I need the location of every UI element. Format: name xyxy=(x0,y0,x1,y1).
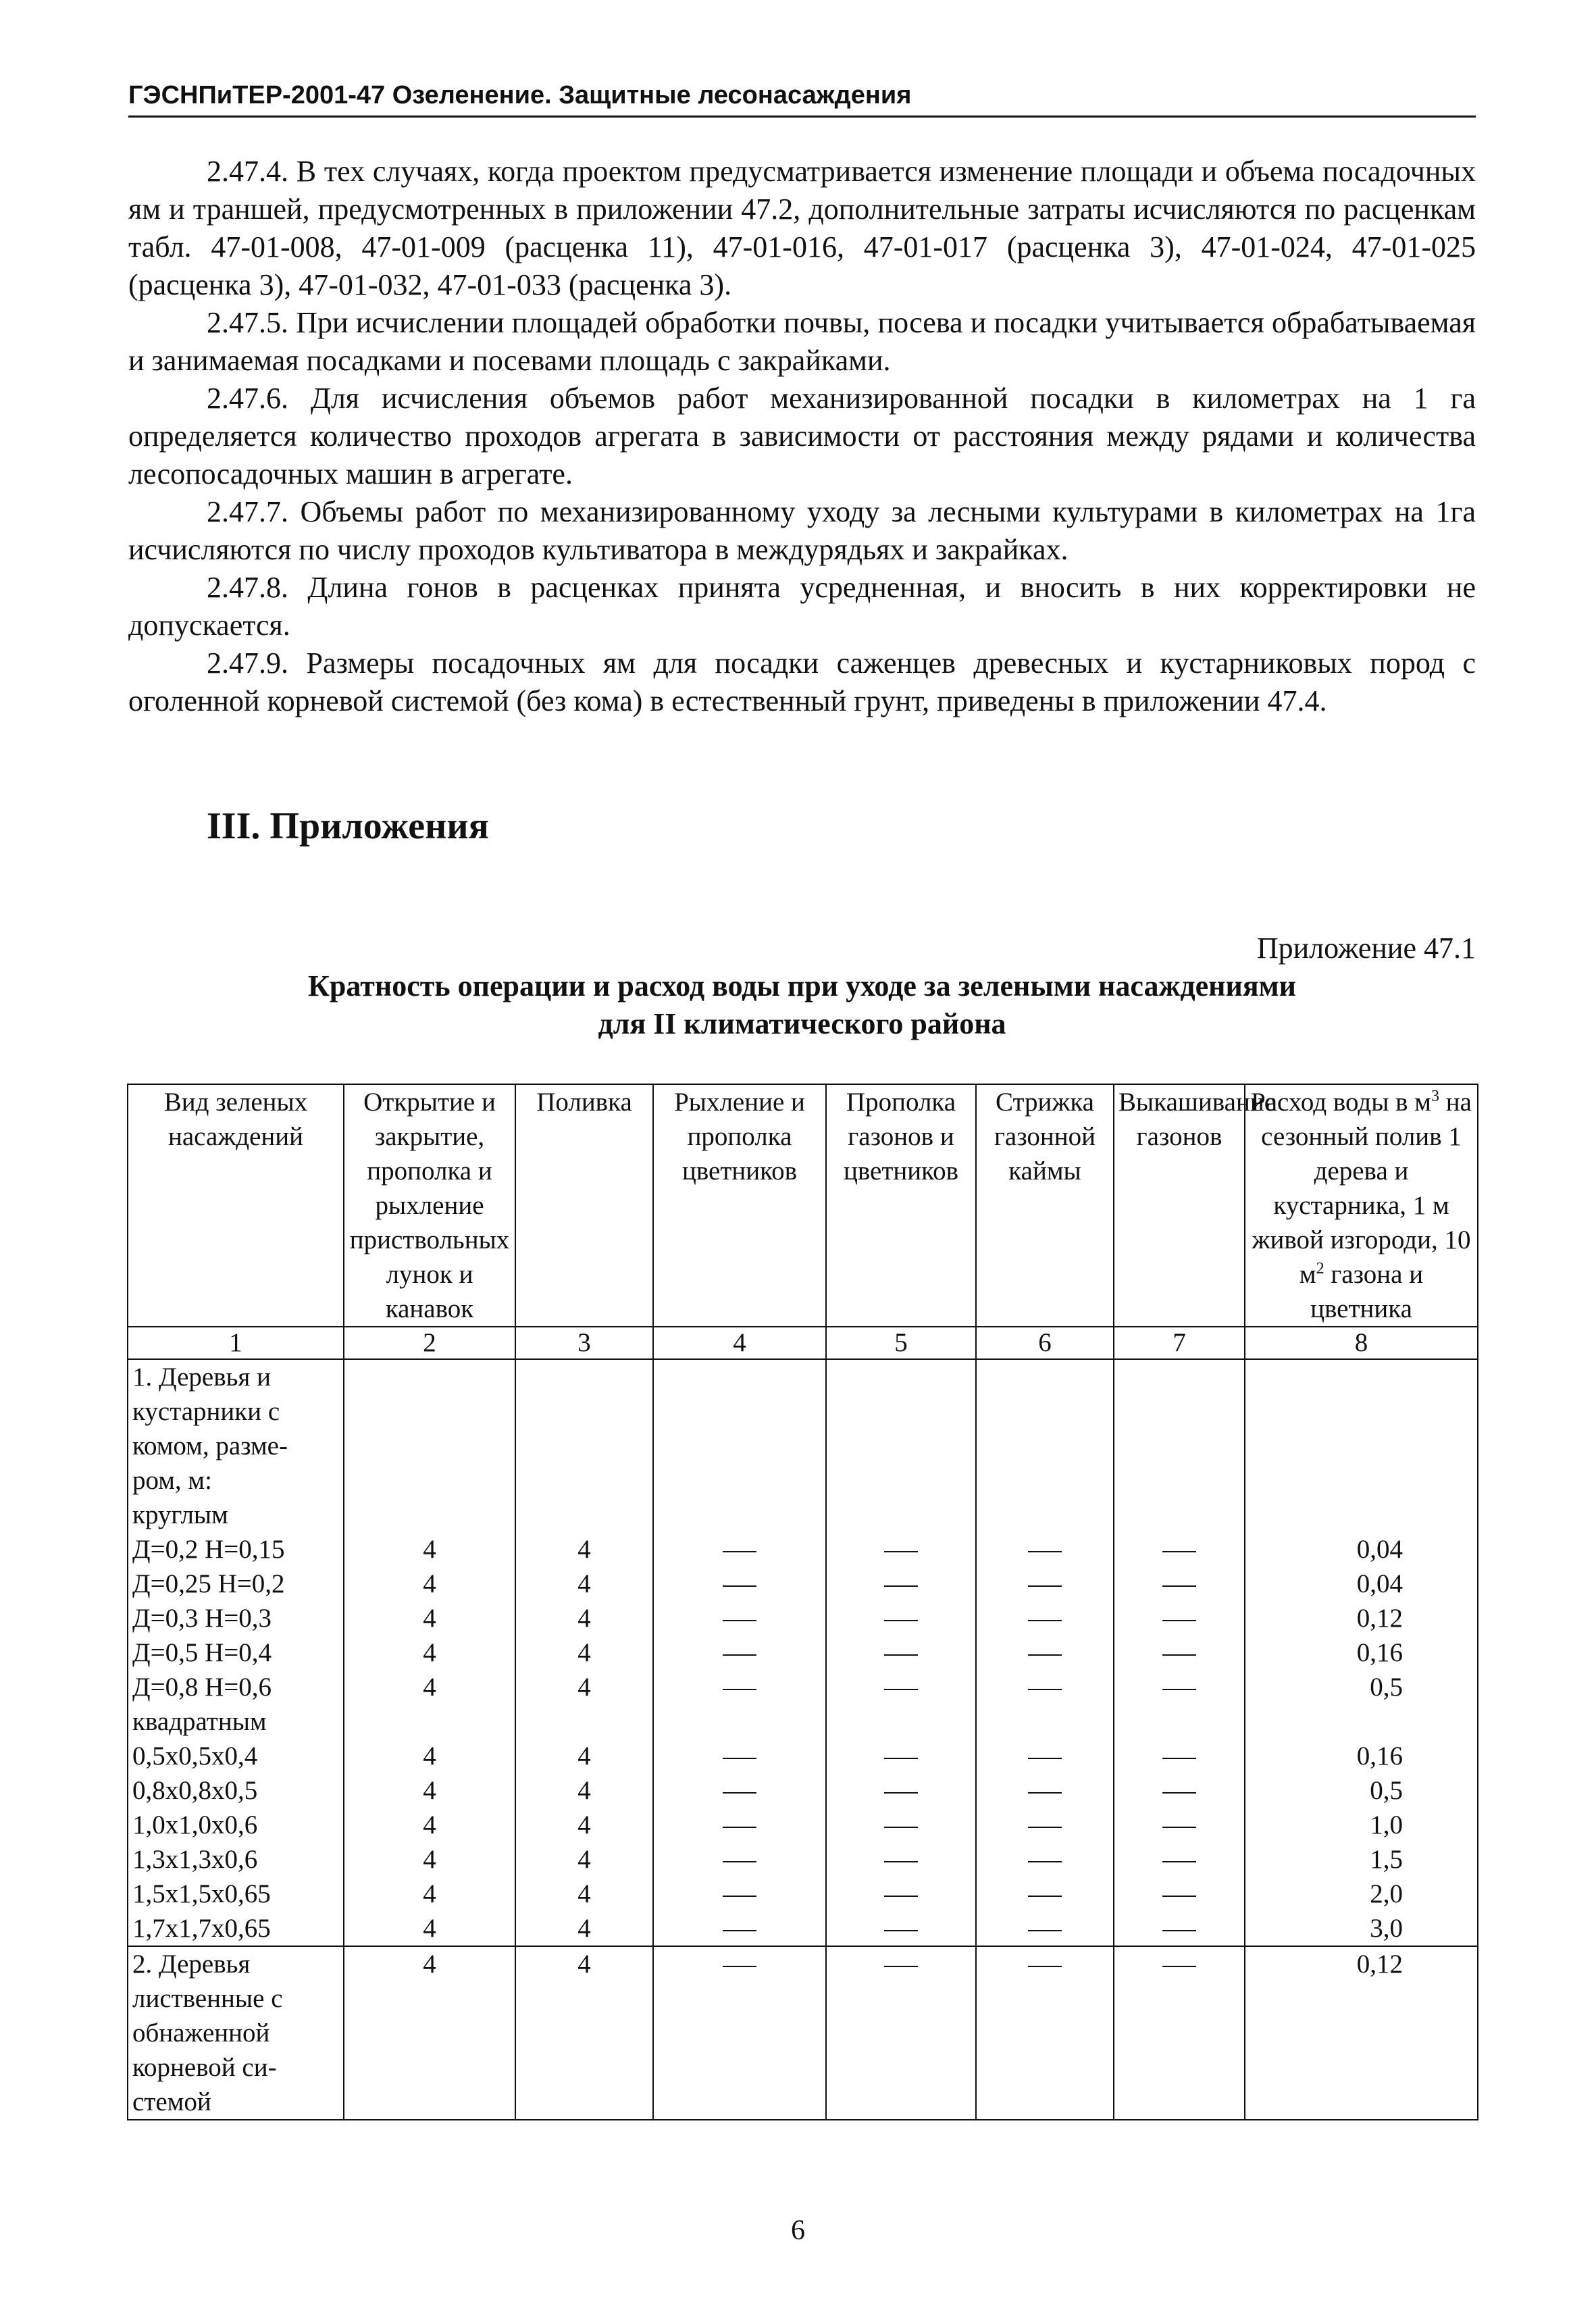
blank-line xyxy=(349,1394,511,1429)
dash-mark xyxy=(884,1861,918,1862)
table-row-group-1 xyxy=(128,1359,1478,1946)
dash-cell xyxy=(981,1947,1109,1981)
blank-line xyxy=(520,1704,648,1739)
column-number: 8 xyxy=(1245,1327,1478,1359)
dash-cell xyxy=(981,1739,1109,1773)
blank-line xyxy=(981,1360,1109,1394)
dash-mark xyxy=(884,1620,918,1621)
dash-mark xyxy=(723,1654,756,1656)
dash-mark xyxy=(1162,1966,1196,1967)
row-dimension: Д=0,2 Н=0,15 xyxy=(132,1535,285,1564)
cell-value: 4 xyxy=(423,1673,436,1702)
blank-line xyxy=(658,1498,821,1532)
dash-cell xyxy=(981,1567,1109,1601)
group-title-line: ром, м: xyxy=(132,1466,212,1495)
group-title-line: обнаженной xyxy=(132,2018,270,2048)
dash-mark xyxy=(1028,1930,1062,1931)
dash-mark xyxy=(1028,1551,1062,1552)
dash-cell xyxy=(658,1601,821,1635)
water-value: 0,12 xyxy=(1356,1604,1403,1633)
dash-cell xyxy=(981,1532,1109,1567)
row-dimension: Д=0,5 Н=0,4 xyxy=(132,1638,272,1667)
group-1-mowing xyxy=(1114,1359,1245,1946)
dash-mark xyxy=(1162,1654,1196,1656)
dash-mark xyxy=(723,1792,756,1794)
dash-mark xyxy=(723,1689,756,1690)
group-2-trimming xyxy=(976,1946,1114,2120)
cell-value: 4 xyxy=(423,1776,436,1805)
cell-value: 4 xyxy=(423,1845,436,1874)
group-1-loosening xyxy=(653,1359,826,1946)
group-2-names xyxy=(128,1946,344,2120)
dash-cell xyxy=(1118,1601,1240,1635)
cell-value: 4 xyxy=(577,1742,591,1771)
blank-line xyxy=(981,1463,1109,1498)
blank-line xyxy=(1250,1498,1403,1532)
group-1-opening xyxy=(344,1359,515,1946)
dash-mark xyxy=(1162,1620,1196,1621)
dash-mark xyxy=(1162,1689,1196,1690)
column-number: 3 xyxy=(515,1327,653,1359)
blank-line xyxy=(520,1394,648,1429)
dash-mark xyxy=(884,1930,918,1931)
blank-line xyxy=(981,1704,1109,1739)
dash-mark xyxy=(1028,1861,1062,1862)
dash-cell xyxy=(1118,1567,1240,1601)
row-dimension: 0,8х0,8х0,5 xyxy=(132,1776,258,1805)
paragraph-2-47-7: 2.47.7. Объемы работ по механизированному уходу за лесными культурами в километрах на 1га исчисляются по числу проходов культиватора в междурядьях и закрайках. xyxy=(128,495,1476,566)
dash-mark xyxy=(723,1551,756,1552)
dash-cell xyxy=(831,1739,971,1773)
group-title-line: комом, разме- xyxy=(132,1431,288,1460)
dash-mark xyxy=(1162,1827,1196,1828)
dash-cell xyxy=(831,1670,971,1704)
paragraph-2-47-4: 2.47.4. В тех случаях, когда проектом предусматривается изменение площади и объема посадочных ям и траншей, предусмотренных в приложении 47.2, дополнительные затраты исчисляются по расценкам табл. 47-01-008, 47-01-009 (расценка 11), 47-01-016, 47-01-017 (расценка 3), 47-01-024, 47-01-025 (расценка 3), 47-01-032, 47-01-033 (расценка 3). xyxy=(128,155,1476,301)
dash-mark xyxy=(723,1896,756,1897)
dash-cell xyxy=(658,1911,821,1946)
dash-cell xyxy=(1118,1911,1240,1946)
blank-line xyxy=(831,1463,971,1498)
dash-mark xyxy=(1162,1930,1196,1931)
group-title-line: лиственные с xyxy=(132,1984,283,2013)
group-1-trimming xyxy=(976,1359,1114,1946)
blank-line xyxy=(831,1429,971,1463)
dash-mark xyxy=(1162,1585,1196,1587)
dash-cell xyxy=(1118,1670,1240,1704)
group-1-weeding xyxy=(826,1359,976,1946)
dash-mark xyxy=(884,1689,918,1690)
dash-cell xyxy=(981,1635,1109,1670)
header-water-consumption: Расход воды в $м^3$ на сезонный полив 1 дерева и кустарника, 1 м живой изгороди, 10 $м^2$ газона и цветника xyxy=(1245,1084,1478,1327)
dash-cell xyxy=(658,1567,821,1601)
blank-line xyxy=(349,1704,511,1739)
dash-cell xyxy=(831,1532,971,1567)
group-2-weeding xyxy=(826,1946,976,2120)
paragraph-2-47-6: 2.47.6. Для исчисления объемов работ механизированной посадки в километрах на 1 га определяется количество проходов агрегата в зависимости от расстояния между рядами и количества лесопосадочных машин в агрегате. xyxy=(128,382,1476,490)
dash-cell xyxy=(981,1601,1109,1635)
dash-cell xyxy=(658,1773,821,1808)
dash-mark xyxy=(723,1827,756,1828)
dash-cell xyxy=(981,1911,1109,1946)
dash-cell xyxy=(831,1911,971,1946)
dash-cell xyxy=(981,1842,1109,1877)
paragraph-2-47-9: 2.47.9. Размеры посадочных ям для посадки саженцев древесных и кустарниковых пород с оголенной корневой системой (без кома) в естественный грунт, приведены в приложении 47.4. xyxy=(128,646,1476,717)
appendix-table xyxy=(127,1084,1478,2120)
header-weeding-lawns: Прополка газонов и цветников xyxy=(826,1084,976,1327)
dash-cell xyxy=(658,1532,821,1567)
water-value: 0,04 xyxy=(1356,1535,1403,1564)
blank-line xyxy=(1118,1394,1240,1429)
cell-value: 4 xyxy=(577,1776,591,1805)
cell-value: 4 xyxy=(577,1535,591,1564)
dash-mark xyxy=(1028,1689,1062,1690)
dash-mark xyxy=(1028,1827,1062,1828)
cell-value: 4 xyxy=(577,1879,591,1908)
dash-cell xyxy=(1118,1635,1240,1670)
water-value: 0,12 xyxy=(1356,1950,1403,1979)
row-dimension: 1,5х1,5х0,65 xyxy=(132,1879,271,1908)
cell-value: 4 xyxy=(577,1638,591,1667)
group-1-names xyxy=(128,1359,344,1946)
section-title: III. Приложения xyxy=(207,805,489,847)
blank-line xyxy=(1250,1429,1403,1463)
paragraph-2-47-8: 2.47.8. Длина гонов в расценках принята усредненная, и вносить в них корректировки не допускается. xyxy=(128,571,1476,642)
group-title-line: стемой xyxy=(132,2087,211,2116)
dash-mark xyxy=(1162,1896,1196,1897)
group-2-mowing xyxy=(1114,1946,1245,2120)
dash-cell xyxy=(658,1739,821,1773)
dash-cell xyxy=(658,1670,821,1704)
cell-value: 4 xyxy=(423,1742,436,1771)
group-1-watering xyxy=(515,1359,653,1946)
dash-mark xyxy=(1162,1861,1196,1862)
water-value: 1,0 xyxy=(1370,1810,1403,1839)
row-dimension: Д=0,25 Н=0,2 xyxy=(132,1569,285,1598)
cell-value: 4 xyxy=(423,1879,436,1908)
dash-cell xyxy=(831,1635,971,1670)
dash-cell xyxy=(658,1635,821,1670)
blank-line xyxy=(349,1463,511,1498)
header-watering: Поливка xyxy=(515,1084,653,1327)
header-rule xyxy=(128,116,1476,118)
cell-value: 4 xyxy=(577,1914,591,1943)
dash-cell xyxy=(981,1773,1109,1808)
dash-mark xyxy=(1028,1758,1062,1759)
dash-cell xyxy=(831,1808,971,1842)
column-number: 2 xyxy=(344,1327,515,1359)
subgroup-label: круглым xyxy=(132,1500,228,1529)
cell-value: 4 xyxy=(423,1604,436,1633)
water-value: 0,16 xyxy=(1356,1638,1403,1667)
dash-mark xyxy=(723,1930,756,1931)
dash-mark xyxy=(884,1792,918,1794)
water-value: 0,5 xyxy=(1370,1776,1403,1805)
water-value: 0,5 xyxy=(1370,1673,1403,1702)
dash-cell xyxy=(658,1877,821,1911)
dash-cell xyxy=(981,1808,1109,1842)
dash-mark xyxy=(884,1827,918,1828)
column-number: 1 xyxy=(128,1327,344,1359)
blank-line xyxy=(520,1498,648,1532)
dash-cell xyxy=(981,1877,1109,1911)
group-2-loosening xyxy=(653,1946,826,2120)
dash-mark xyxy=(1162,1758,1196,1759)
cell-value: 4 xyxy=(577,1604,591,1633)
dash-cell xyxy=(1118,1532,1240,1567)
dash-cell xyxy=(658,1842,821,1877)
dash-cell xyxy=(831,1842,971,1877)
header-trimming-edge: Стрижка газонной каймы xyxy=(976,1084,1114,1327)
dash-mark xyxy=(1162,1551,1196,1552)
dash-cell xyxy=(1118,1877,1240,1911)
dash-cell xyxy=(1118,1739,1240,1773)
blank-line xyxy=(981,1429,1109,1463)
cell-value: 4 xyxy=(577,1950,591,1979)
dash-mark xyxy=(723,1861,756,1862)
dash-cell xyxy=(1118,1808,1240,1842)
group-title-line: корневой си- xyxy=(132,2053,277,2082)
blank-line xyxy=(831,1704,971,1739)
group-1-water xyxy=(1245,1359,1478,1946)
cell-value: 4 xyxy=(423,1535,436,1564)
blank-line xyxy=(658,1394,821,1429)
dash-mark xyxy=(884,1966,918,1967)
group-2-watering xyxy=(515,1946,653,2120)
blank-line xyxy=(1118,1429,1240,1463)
dash-mark xyxy=(1028,1966,1062,1967)
table-row-group-2 xyxy=(128,1946,1478,2120)
blank-line xyxy=(1118,1498,1240,1532)
dash-mark xyxy=(1028,1654,1062,1656)
blank-line xyxy=(349,1360,511,1394)
water-value: 2,0 xyxy=(1370,1879,1403,1908)
water-value: 1,5 xyxy=(1370,1845,1403,1874)
blank-line xyxy=(658,1463,821,1498)
cell-value: 4 xyxy=(577,1673,591,1702)
dash-cell xyxy=(831,1947,971,1981)
table-title-line-2: для II климатического района xyxy=(598,1007,1006,1040)
blank-line xyxy=(831,1394,971,1429)
column-number-row xyxy=(128,1327,1478,1359)
dash-mark xyxy=(1028,1896,1062,1897)
dash-cell xyxy=(1118,1773,1240,1808)
blank-line xyxy=(1118,1704,1240,1739)
group-title-line: 2. Деревья xyxy=(132,1950,251,1979)
column-number: 6 xyxy=(976,1327,1114,1359)
row-dimension: Д=0,3 Н=0,3 xyxy=(132,1604,272,1633)
blank-line xyxy=(1250,1360,1403,1394)
subgroup-label: квадратным xyxy=(132,1707,267,1736)
row-dimension: 0,5х0,5х0,4 xyxy=(132,1742,258,1771)
paragraph-2-47-5: 2.47.5. При исчислении площадей обработки почвы, посева и посадки учитывается обрабатываемая и занимаемая посадками и посевами площадь с закрайками. xyxy=(128,306,1476,377)
dash-cell xyxy=(1118,1947,1240,1981)
column-number: 5 xyxy=(826,1327,976,1359)
cell-value: 4 xyxy=(423,1950,436,1979)
group-2-water xyxy=(1245,1946,1478,2120)
column-number: 4 xyxy=(653,1327,826,1359)
blank-line xyxy=(831,1360,971,1394)
body-text xyxy=(128,153,1476,720)
dash-cell xyxy=(831,1567,971,1601)
dash-cell xyxy=(831,1601,971,1635)
dash-mark xyxy=(1028,1792,1062,1794)
water-value: 0,04 xyxy=(1356,1569,1403,1598)
blank-line xyxy=(658,1704,821,1739)
blank-line xyxy=(349,1429,511,1463)
dash-mark xyxy=(1162,1792,1196,1794)
table-title-line-1: Кратность операции и расход воды при уходе за зелеными насаждениями xyxy=(308,969,1296,1002)
dash-mark xyxy=(884,1896,918,1897)
column-number: 7 xyxy=(1114,1327,1245,1359)
table-header-row xyxy=(128,1084,1478,1327)
header-plant-type: Вид зеленых насаждений xyxy=(128,1084,344,1327)
row-dimension: 1,7х1,7х0,65 xyxy=(132,1914,271,1943)
blank-line xyxy=(981,1498,1109,1532)
blank-line xyxy=(1250,1463,1403,1498)
water-value: 0,16 xyxy=(1356,1742,1403,1771)
cell-value: 4 xyxy=(423,1569,436,1598)
cell-value: 4 xyxy=(423,1914,436,1943)
blank-line xyxy=(1118,1360,1240,1394)
table-title xyxy=(128,967,1476,1043)
blank-line xyxy=(520,1429,648,1463)
dash-mark xyxy=(1028,1620,1062,1621)
dash-mark xyxy=(723,1585,756,1587)
blank-line xyxy=(349,1498,511,1532)
group-title-line: 1. Деревья и xyxy=(132,1363,271,1392)
cell-value: 4 xyxy=(577,1569,591,1598)
cell-value: 4 xyxy=(423,1810,436,1839)
dash-cell xyxy=(981,1670,1109,1704)
dash-mark xyxy=(884,1585,918,1587)
row-dimension: 1,3х1,3х0,6 xyxy=(132,1845,258,1874)
group-title-line: кустарники с xyxy=(132,1397,280,1426)
header-loosening-flowerbeds: Рыхление и прополка цветников xyxy=(653,1084,826,1327)
blank-line xyxy=(1250,1704,1403,1739)
dash-cell xyxy=(658,1808,821,1842)
dash-mark xyxy=(723,1966,756,1967)
appendix-label: Приложение 47.1 xyxy=(1256,932,1476,965)
header-mowing-lawns: Выкашивание газонов xyxy=(1114,1084,1245,1327)
cell-value: 4 xyxy=(423,1638,436,1667)
dash-mark xyxy=(884,1654,918,1656)
running-header: ГЭСНПиТЕР-2001-47 Озеленение. Защитные лесонасаждения xyxy=(128,81,912,109)
cell-value: 4 xyxy=(577,1845,591,1874)
cell-value: 4 xyxy=(577,1810,591,1839)
blank-line xyxy=(831,1498,971,1532)
blank-line xyxy=(981,1394,1109,1429)
page-number: 6 xyxy=(791,2215,805,2246)
header-opening-closing: Открытие и закрытие, прополка и рыхление приствольных лунок и канавок xyxy=(344,1084,515,1327)
dash-mark xyxy=(884,1758,918,1759)
dash-cell xyxy=(1118,1842,1240,1877)
dash-cell xyxy=(831,1773,971,1808)
dash-mark xyxy=(884,1551,918,1552)
dash-mark xyxy=(1028,1585,1062,1587)
group-2-opening xyxy=(344,1946,515,2120)
row-dimension: 1,0х1,0х0,6 xyxy=(132,1810,258,1839)
row-dimension: Д=0,8 Н=0,6 xyxy=(132,1673,272,1702)
blank-line xyxy=(520,1463,648,1498)
blank-line xyxy=(658,1360,821,1394)
water-value: 3,0 xyxy=(1370,1914,1403,1943)
dash-mark xyxy=(723,1758,756,1759)
dash-cell xyxy=(831,1877,971,1911)
dash-mark xyxy=(723,1620,756,1621)
blank-line xyxy=(658,1429,821,1463)
blank-line xyxy=(1118,1463,1240,1498)
blank-line xyxy=(520,1360,648,1394)
dash-cell xyxy=(658,1947,821,1981)
blank-line xyxy=(1250,1394,1403,1429)
